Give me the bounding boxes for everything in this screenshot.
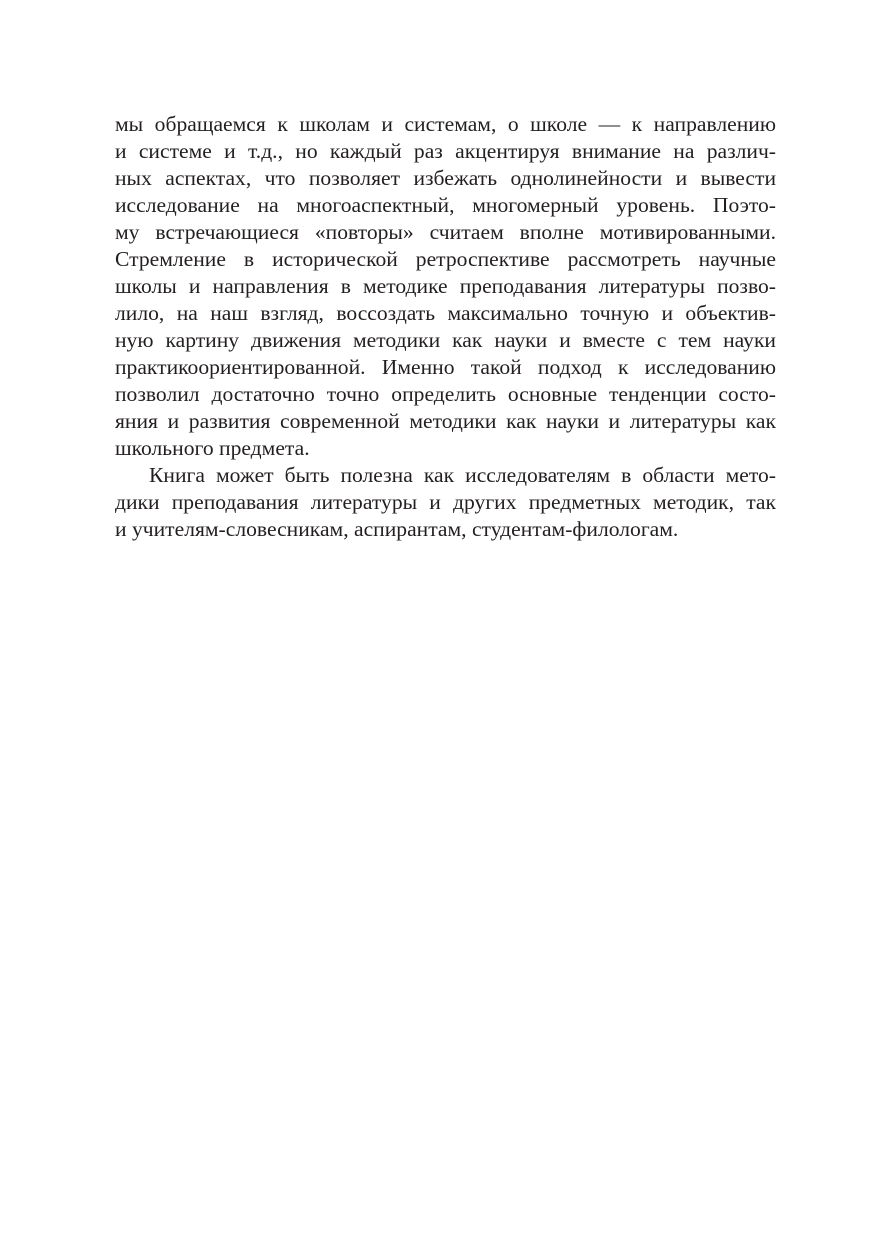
text-line: Книга может быть полезна как исследователям в области мето- xyxy=(149,463,776,487)
text-line: ную картину движения методики как науки и вместе с тем науки xyxy=(115,328,776,352)
text-line: позволил достаточно точно определить основные тенденции состо- xyxy=(115,382,776,406)
text-line: и учителям-словесникам, аспирантам, студентам-филологам. xyxy=(115,517,679,541)
text-line: и системе и т.д., но каждый раз акцентируя внимание на различ- xyxy=(115,139,776,163)
text-line: школьного предмета. xyxy=(115,436,310,460)
text-line: школы и направления в методике преподавания литературы позво- xyxy=(115,274,776,298)
text-line: дики преподавания литературы и других предметных методик, так xyxy=(115,490,776,514)
text-line: лило, на наш взгляд, воссоздать максимально точную и объектив- xyxy=(115,301,776,325)
text-line: му встречающиеся «повторы» считаем вполне мотивированными. xyxy=(115,220,776,244)
text-line: Стремление в исторической ретроспективе рассмотреть научные xyxy=(115,247,776,271)
paragraph-1 xyxy=(115,111,776,462)
text-line: яния и развития современной методики как науки и литературы как xyxy=(115,409,776,433)
text-line: практикоориентированной. Именно такой подход к исследованию xyxy=(115,355,776,379)
text-line: исследование на многоаспектный, многомерный уровень. Поэто- xyxy=(115,193,776,217)
text-line: мы обращаемся к школам и системам, о школе — к направлению xyxy=(115,112,776,136)
paragraph-2 xyxy=(115,462,776,543)
text-line: ных аспектах, что позволяет избежать однолинейности и вывести xyxy=(115,166,776,190)
body-text xyxy=(115,111,776,543)
